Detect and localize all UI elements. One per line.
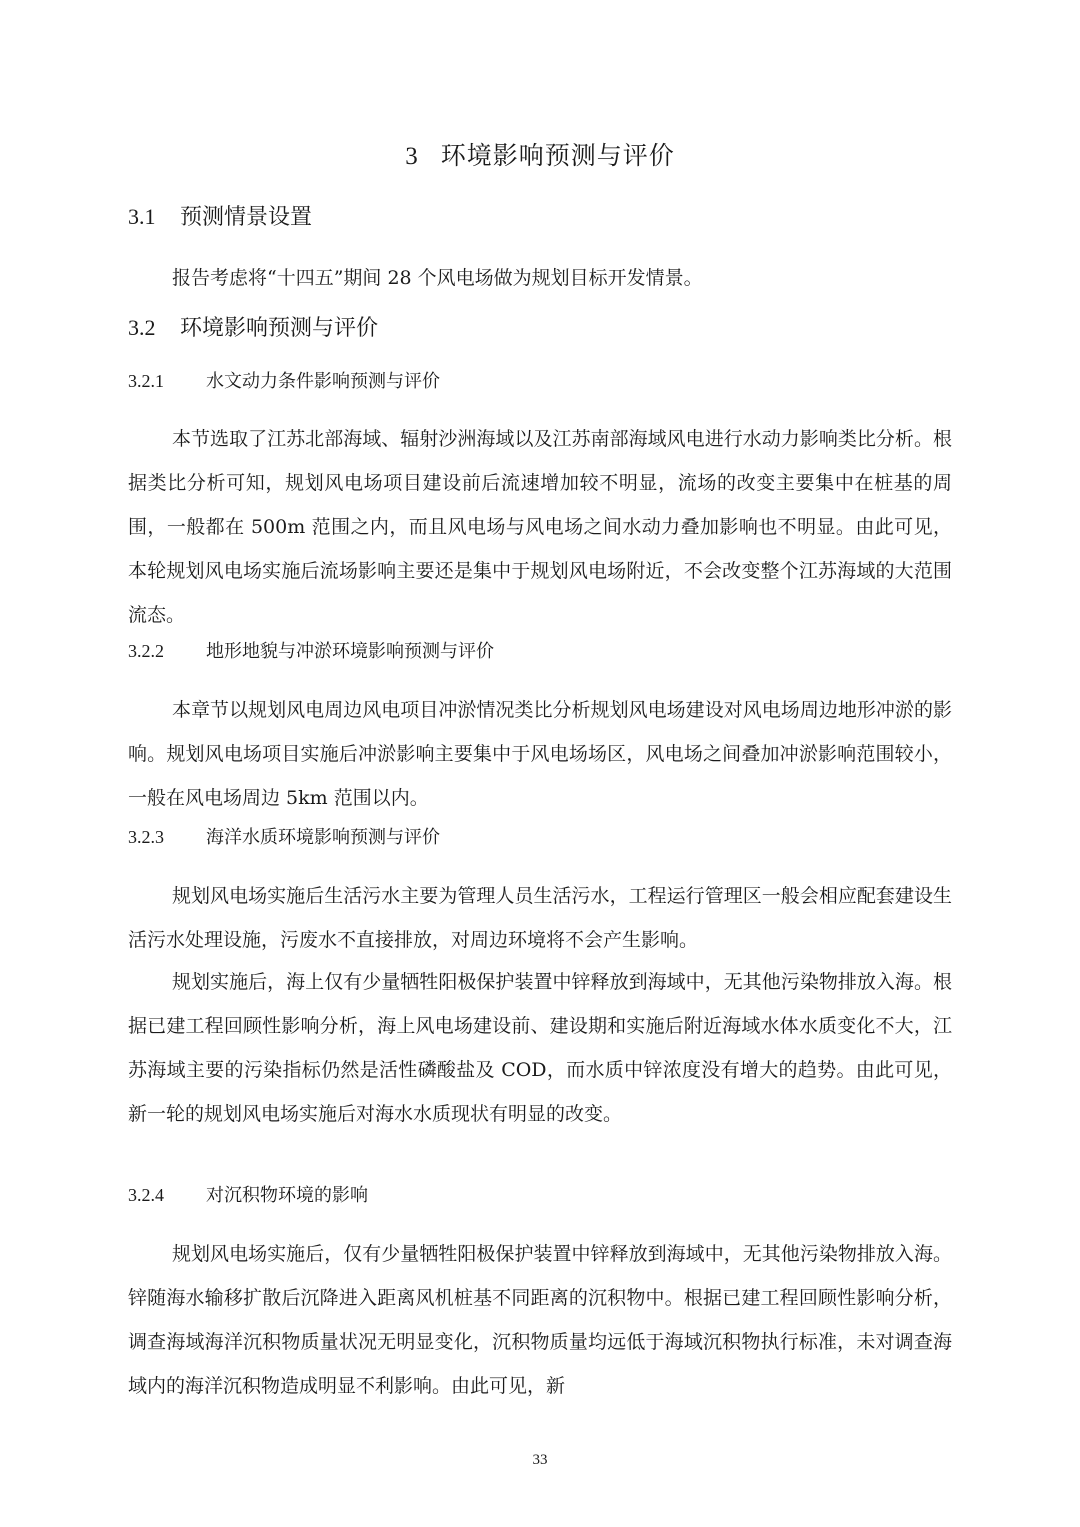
subsection-heading-3-2-2 [128, 636, 494, 667]
paragraph: 本章节以规划风电周边风电项目冲淤情况类比分析规划风电场建设对风电场周边地形冲淤的影响。规划风电场项目实施后冲淤影响主要集中于风电场场区，风电场之间叠加冲淤影响范围较小，一般在风电场周边 5km 范围以内。 [128, 699, 952, 809]
section-heading-3-1 [128, 200, 312, 235]
chapter-title [0, 136, 1080, 177]
page-number: 33 [532, 1452, 548, 1468]
paragraph: 本节选取了江苏北部海域、辐射沙洲海域以及江苏南部海域风电进行水动力影响类比分析。根据类比分析可知，规划风电场项目建设前后流速增加较不明显，流场的改变主要集中在桩基的周围，一般都在 500m 范围之内，而且风电场与风电场之间水动力叠加影响也不明显。由此可见，本轮规划风电场实施后流场影响主要还是集中于规划风电场附近，不会改变整个江苏海域的大范围流态。 [128, 428, 952, 626]
subsection-title: 对沉积物环境的影响 [206, 1185, 368, 1206]
section-number: 3.2 [128, 315, 156, 340]
section-number: 3.1 [128, 204, 156, 229]
subsection-title: 地形地貌与冲淤环境影响预测与评价 [206, 641, 494, 662]
paragraph: 规划风电场实施后，仅有少量牺牲阳极保护装置中锌释放到海域中，无其他污染物排放入海。锌随海水输移扩散后沉降进入距离风机桩基不同距离的沉积物中。根据已建工程回顾性影响分析，调查海域海洋沉积物质量状况无明显变化，沉积物质量均远低于海域沉积物执行标准，未对调查海域内的海洋沉积物造成明显不利影响。由此可见，新 [128, 1243, 952, 1397]
chapter-title-text: 环境影响预测与评价 [440, 141, 675, 170]
subsection-title: 水文动力条件影响预测与评价 [206, 371, 440, 392]
paragraph: 报告考虑将“十四五”期间 28 个风电场做为规划目标开发情景。 [172, 267, 703, 289]
subsection-number: 3.2.3 [128, 827, 164, 847]
subsection-number: 3.2.2 [128, 641, 164, 661]
section-heading-3-2 [128, 311, 378, 346]
subsection-heading-3-2-4 [128, 1180, 368, 1211]
subsection-title: 海洋水质环境影响预测与评价 [206, 827, 440, 848]
chapter-number: 3 [405, 143, 419, 170]
subsection-number: 3.2.1 [128, 371, 164, 391]
subsection-heading-3-2-3 [128, 822, 440, 853]
paragraph: 规划风电场实施后生活污水主要为管理人员生活污水，工程运行管理区一般会相应配套建设生活污水处理设施，污废水不直接排放，对周边环境将不会产生影响。 [128, 885, 952, 951]
section-title: 预测情景设置 [180, 205, 313, 230]
subsection-number: 3.2.4 [128, 1185, 164, 1205]
paragraph: 规划实施后，海上仅有少量牺牲阳极保护装置中锌释放到海域中，无其他污染物排放入海。根据已建工程回顾性影响分析，海上风电场建设前、建设期和实施后附近海域水体水质变化不大，江苏海域主要的污染指标仍然是活性磷酸盐及 COD，而水质中锌浓度没有增大的趋势。由此可见，新一轮的规划风电场实施后对海水水质现状有明显的改变。 [128, 971, 952, 1125]
section-title: 环境影响预测与评价 [180, 316, 379, 341]
subsection-heading-3-2-1 [128, 366, 440, 397]
